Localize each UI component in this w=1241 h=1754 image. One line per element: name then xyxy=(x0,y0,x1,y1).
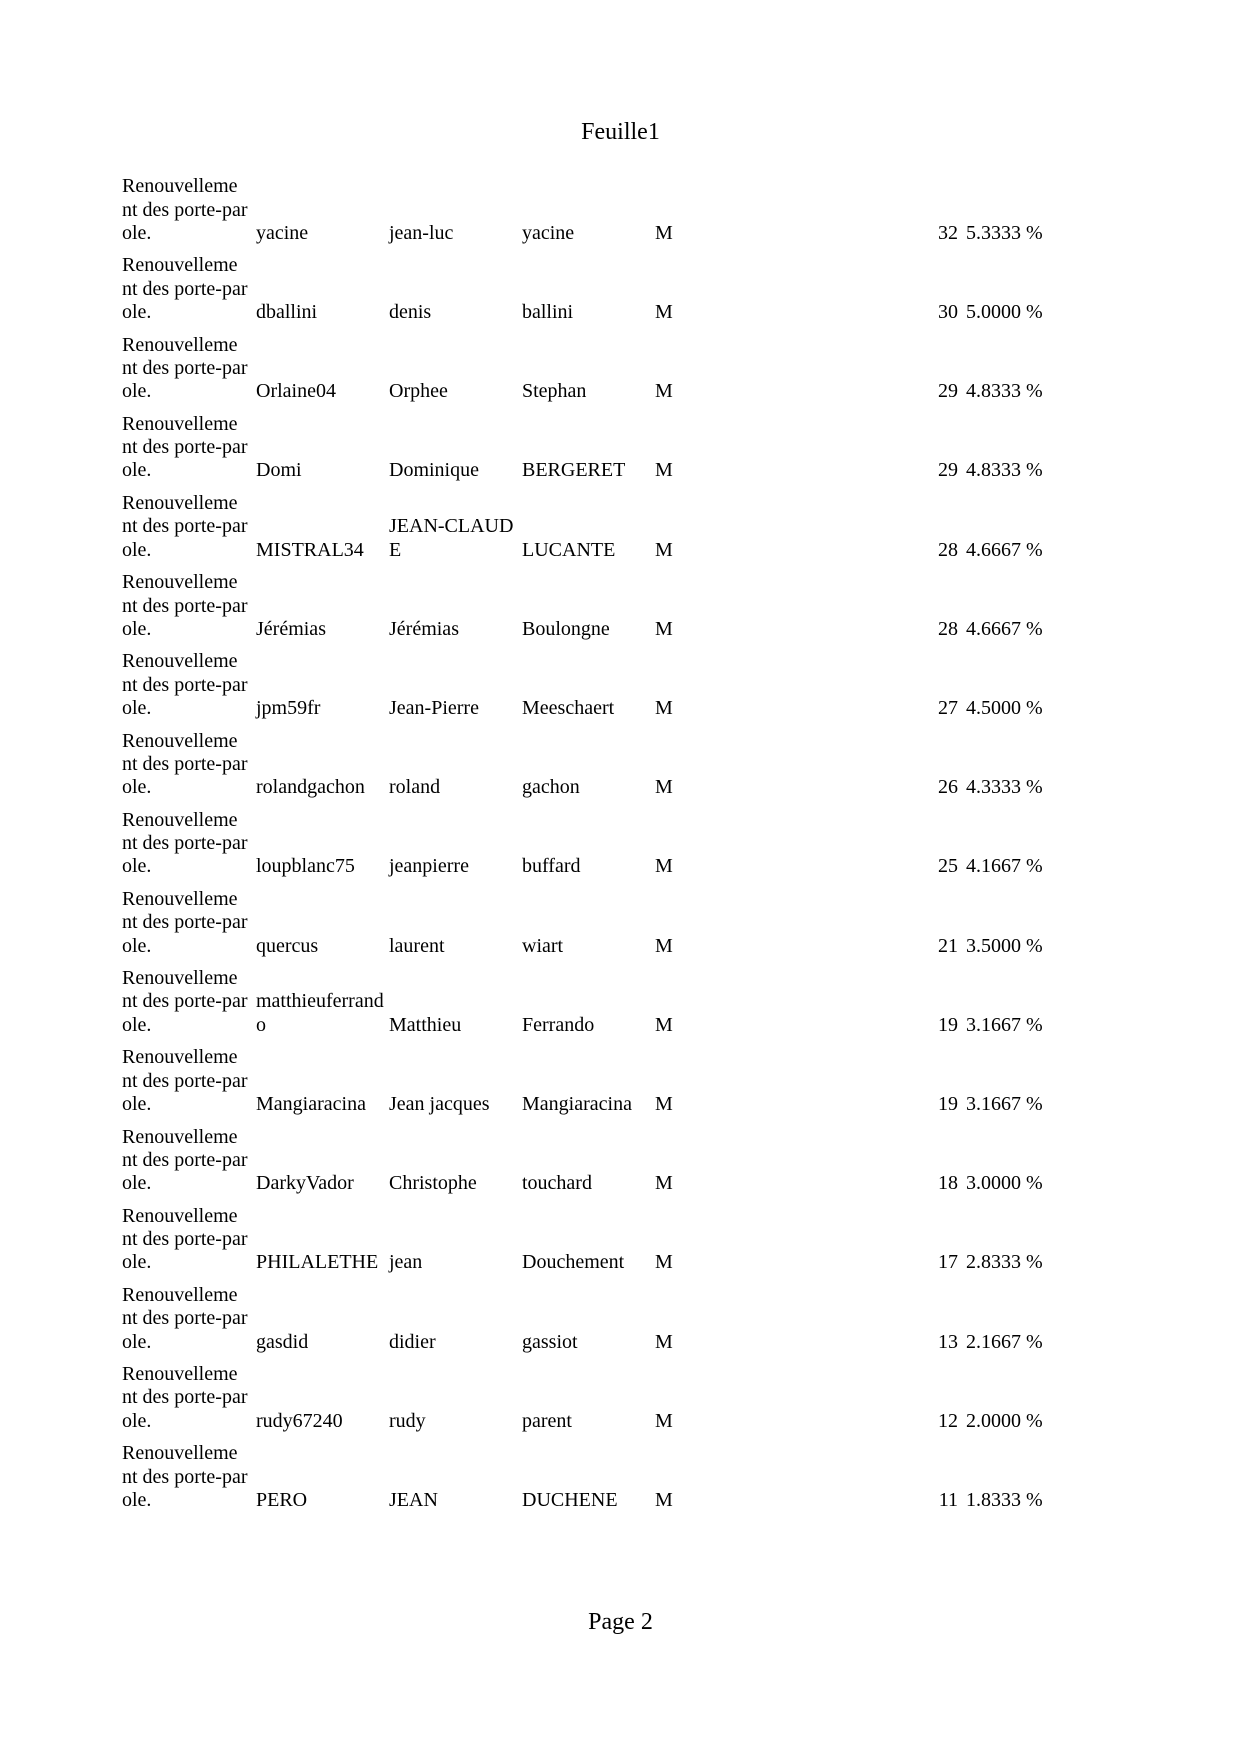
election-cell-text: Renouvelleme nt des porte-parole. xyxy=(122,412,248,482)
percent-cell-text: 4.6667 % xyxy=(966,617,1043,640)
first-name-cell xyxy=(385,720,518,799)
votes-cell xyxy=(918,800,962,879)
first-name-cell xyxy=(385,1037,518,1116)
election-cell xyxy=(118,1037,252,1116)
login-cell-text: quercus xyxy=(256,934,319,957)
votes-cell-text: 12 xyxy=(938,1409,958,1432)
votes-cell xyxy=(918,245,962,324)
percent-cell xyxy=(962,1354,1062,1433)
percent-cell xyxy=(962,879,1062,958)
percent-cell-text: 4.8333 % xyxy=(966,380,1043,403)
login-cell xyxy=(252,958,385,1037)
percent-cell-text: 3.1667 % xyxy=(966,1092,1043,1115)
last-name-cell-text: Mangiaracina xyxy=(522,1092,632,1115)
last-name-cell-text: Meeschaert xyxy=(522,697,615,720)
last-name-cell-text: touchard xyxy=(522,1172,592,1195)
empty-cell xyxy=(784,800,918,879)
last-name-cell-text: Boulongne xyxy=(522,617,610,640)
votes-cell xyxy=(918,1354,962,1433)
votes-cell-text: 25 xyxy=(938,855,958,878)
login-cell-text: Mangiaracina xyxy=(256,1092,366,1115)
table-body xyxy=(118,166,1062,1512)
election-cell xyxy=(118,166,252,245)
votes-cell xyxy=(918,1275,962,1354)
table-row xyxy=(118,1195,1062,1274)
table-row xyxy=(118,720,1062,799)
gender-cell-text: M xyxy=(655,697,673,720)
election-cell xyxy=(118,245,252,324)
percent-cell xyxy=(962,404,1062,483)
gender-cell-text: M xyxy=(655,1488,673,1511)
empty-cell xyxy=(784,483,918,562)
votes-cell-text: 28 xyxy=(938,617,958,640)
election-cell xyxy=(118,324,252,403)
votes-cell-text: 26 xyxy=(938,776,958,799)
percent-cell-text: 3.0000 % xyxy=(966,1172,1043,1195)
votes-cell xyxy=(918,958,962,1037)
login-cell-text: gasdid xyxy=(256,1330,309,1353)
empty-cell xyxy=(784,324,918,403)
gender-cell-text: M xyxy=(655,1092,673,1115)
table-row xyxy=(118,958,1062,1037)
gender-cell-text: M xyxy=(655,221,673,244)
gender-cell xyxy=(651,1275,784,1354)
votes-cell-text: 11 xyxy=(938,1488,958,1511)
last-name-cell-text: yacine xyxy=(522,221,575,244)
last-name-cell-text: DUCHENE xyxy=(522,1488,618,1511)
table-row xyxy=(118,1116,1062,1195)
first-name-cell-text: Jean jacques xyxy=(389,1092,490,1115)
login-cell-text: DarkyVador xyxy=(256,1172,354,1195)
first-name-cell-text: jean-luc xyxy=(389,221,454,244)
login-cell-text: dballini xyxy=(256,301,318,324)
first-name-cell xyxy=(385,245,518,324)
last-name-cell xyxy=(518,245,651,324)
table-row xyxy=(118,562,1062,641)
election-cell-text: Renouvelleme nt des porte-parole. xyxy=(122,1363,248,1432)
votes-cell xyxy=(918,1116,962,1195)
last-name-cell-text: Douchement xyxy=(522,1251,625,1274)
election-cell xyxy=(118,1116,252,1195)
last-name-cell-text: LUCANTE xyxy=(522,538,616,561)
election-cell-text: Renouvelleme nt des porte-parole. xyxy=(122,1125,248,1195)
percent-cell-text: 4.3333 % xyxy=(966,776,1043,799)
table-row xyxy=(118,800,1062,879)
first-name-cell xyxy=(385,483,518,562)
login-cell-text: rudy67240 xyxy=(256,1409,343,1432)
gender-cell xyxy=(651,1433,784,1512)
percent-cell-text: 3.1667 % xyxy=(966,1013,1043,1036)
login-cell-text: Orlaine04 xyxy=(256,380,336,403)
gender-cell-text: M xyxy=(655,1013,673,1036)
table-row xyxy=(118,404,1062,483)
percent-cell-text: 2.1667 % xyxy=(966,1330,1043,1353)
table-row xyxy=(118,324,1062,403)
gender-cell xyxy=(651,1195,784,1274)
gender-cell-text: M xyxy=(655,1251,673,1274)
gender-cell xyxy=(651,720,784,799)
percent-cell-text: 2.0000 % xyxy=(966,1409,1043,1432)
first-name-cell xyxy=(385,1354,518,1433)
first-name-cell xyxy=(385,324,518,403)
last-name-cell xyxy=(518,641,651,720)
votes-cell-text: 17 xyxy=(938,1251,958,1274)
last-name-cell xyxy=(518,1037,651,1116)
table-row xyxy=(118,1275,1062,1354)
first-name-cell-text: Dominique xyxy=(389,459,479,482)
election-cell xyxy=(118,1354,252,1433)
last-name-cell xyxy=(518,1275,651,1354)
election-cell xyxy=(118,562,252,641)
election-cell-text: Renouvelleme nt des porte-parole. xyxy=(122,1046,248,1115)
votes-cell-text: 27 xyxy=(938,697,958,720)
table-row xyxy=(118,245,1062,324)
last-name-cell xyxy=(518,720,651,799)
votes-cell xyxy=(918,562,962,641)
gender-cell-text: M xyxy=(655,1330,673,1353)
percent-cell-text: 5.3333 % xyxy=(966,221,1043,244)
last-name-cell-text: gachon xyxy=(522,776,580,799)
empty-cell xyxy=(784,879,918,958)
election-cell xyxy=(118,1433,252,1512)
gender-cell xyxy=(651,1037,784,1116)
election-cell-text: Renouvelleme nt des porte-parole. xyxy=(122,492,248,561)
election-cell xyxy=(118,483,252,562)
sheet-title: Feuille1 xyxy=(581,119,660,145)
election-cell-text: Renouvelleme nt des porte-parole. xyxy=(122,1442,248,1511)
percent-cell xyxy=(962,720,1062,799)
percent-cell-text: 4.8333 % xyxy=(966,459,1043,482)
gender-cell-text: M xyxy=(655,1409,673,1432)
gender-cell xyxy=(651,166,784,245)
first-name-cell xyxy=(385,1195,518,1274)
login-cell xyxy=(252,879,385,958)
login-cell-text: rolandgachon xyxy=(256,776,365,799)
votes-cell xyxy=(918,324,962,403)
first-name-cell xyxy=(385,404,518,483)
table-row xyxy=(118,1433,1062,1512)
login-cell xyxy=(252,1275,385,1354)
first-name-cell xyxy=(385,1116,518,1195)
percent-cell xyxy=(962,483,1062,562)
first-name-cell-text: Christophe xyxy=(389,1172,477,1195)
percent-cell xyxy=(962,1116,1062,1195)
login-cell xyxy=(252,245,385,324)
votes-cell xyxy=(918,1433,962,1512)
gender-cell-text: M xyxy=(655,380,673,403)
gender-cell xyxy=(651,800,784,879)
empty-cell xyxy=(784,245,918,324)
login-cell-text: Jérémias xyxy=(256,617,326,640)
election-cell-text: Renouvelleme nt des porte-parole. xyxy=(122,254,248,324)
votes-cell-text: 28 xyxy=(938,538,958,561)
votes-cell xyxy=(918,483,962,562)
gender-cell xyxy=(651,641,784,720)
gender-cell-text: M xyxy=(655,776,673,799)
login-cell-text: jpm59fr xyxy=(256,697,321,720)
percent-cell xyxy=(962,641,1062,720)
election-cell xyxy=(118,879,252,958)
last-name-cell xyxy=(518,483,651,562)
empty-cell xyxy=(784,1275,918,1354)
percent-cell xyxy=(962,1275,1062,1354)
votes-cell xyxy=(918,166,962,245)
election-cell-text: Renouvelleme nt des porte-parole. xyxy=(122,175,248,244)
votes-cell-text: 30 xyxy=(938,301,958,324)
gender-cell xyxy=(651,1354,784,1433)
table-row xyxy=(118,483,1062,562)
login-cell xyxy=(252,483,385,562)
percent-cell xyxy=(962,245,1062,324)
last-name-cell-text: parent xyxy=(522,1409,572,1432)
first-name-cell-text: jeanpierre xyxy=(389,855,469,878)
last-name-cell xyxy=(518,404,651,483)
percent-cell xyxy=(962,562,1062,641)
percent-cell xyxy=(962,1433,1062,1512)
last-name-cell xyxy=(518,562,651,641)
empty-cell xyxy=(784,1195,918,1274)
login-cell-text: loupblanc75 xyxy=(256,855,355,878)
first-name-cell-text: Jean-Pierre xyxy=(389,697,479,720)
empty-cell xyxy=(784,562,918,641)
percent-cell-text: 3.5000 % xyxy=(966,934,1043,957)
votes-cell-text: 21 xyxy=(938,934,958,957)
last-name-cell-text: Stephan xyxy=(522,380,587,403)
election-cell-text: Renouvelleme nt des porte-parole. xyxy=(122,887,248,957)
votes-cell xyxy=(918,404,962,483)
empty-cell xyxy=(784,166,918,245)
empty-cell xyxy=(784,720,918,799)
percent-cell xyxy=(962,324,1062,403)
login-cell xyxy=(252,1195,385,1274)
election-cell-text: Renouvelleme nt des porte-parole. xyxy=(122,571,248,640)
votes-cell xyxy=(918,1195,962,1274)
first-name-cell xyxy=(385,641,518,720)
percent-cell xyxy=(962,1195,1062,1274)
table-row xyxy=(118,1354,1062,1433)
gender-cell xyxy=(651,483,784,562)
last-name-cell xyxy=(518,1433,651,1512)
first-name-cell xyxy=(385,562,518,641)
percent-cell-text: 4.6667 % xyxy=(966,538,1043,561)
login-cell-text: Domi xyxy=(256,459,302,482)
login-cell xyxy=(252,324,385,403)
login-cell xyxy=(252,641,385,720)
percent-cell xyxy=(962,1037,1062,1116)
election-cell-text: Renouvelleme nt des porte-parole. xyxy=(122,650,248,720)
last-name-cell xyxy=(518,324,651,403)
first-name-cell xyxy=(385,1433,518,1512)
login-cell xyxy=(252,404,385,483)
votes-cell-text: 19 xyxy=(938,1013,958,1036)
first-name-cell-text: jean xyxy=(389,1251,423,1274)
election-cell-text: Renouvelleme nt des porte-parole. xyxy=(122,333,248,403)
last-name-cell-text: wiart xyxy=(522,934,564,957)
gender-cell-text: M xyxy=(655,538,673,561)
login-cell xyxy=(252,720,385,799)
table-row xyxy=(118,166,1062,245)
table-row xyxy=(118,1037,1062,1116)
gender-cell xyxy=(651,245,784,324)
percent-cell-text: 4.5000 % xyxy=(966,697,1043,720)
first-name-cell xyxy=(385,166,518,245)
election-cell xyxy=(118,800,252,879)
gender-cell-text: M xyxy=(655,855,673,878)
gender-cell xyxy=(651,1116,784,1195)
gender-cell xyxy=(651,879,784,958)
election-cell xyxy=(118,1275,252,1354)
empty-cell xyxy=(784,1037,918,1116)
login-cell-text: PHILALETHE xyxy=(256,1251,379,1274)
table-row xyxy=(118,641,1062,720)
last-name-cell-text: Ferrando xyxy=(522,1013,595,1036)
empty-cell xyxy=(784,641,918,720)
gender-cell-text: M xyxy=(655,617,673,640)
gender-cell-text: M xyxy=(655,934,673,957)
login-cell xyxy=(252,800,385,879)
empty-cell xyxy=(784,1354,918,1433)
first-name-cell xyxy=(385,1275,518,1354)
login-cell xyxy=(252,562,385,641)
results-table xyxy=(118,166,1062,1512)
gender-cell-text: M xyxy=(655,459,673,482)
login-cell xyxy=(252,1037,385,1116)
last-name-cell xyxy=(518,1116,651,1195)
empty-cell xyxy=(784,404,918,483)
votes-cell xyxy=(918,720,962,799)
empty-cell xyxy=(784,958,918,1037)
percent-cell-text: 1.8333 % xyxy=(966,1488,1043,1511)
gender-cell xyxy=(651,324,784,403)
first-name-cell-text: JEAN-CLAUDE xyxy=(389,515,514,561)
last-name-cell xyxy=(518,1195,651,1274)
first-name-cell-text: Jérémias xyxy=(389,617,459,640)
votes-cell-text: 29 xyxy=(938,459,958,482)
election-cell xyxy=(118,404,252,483)
election-cell-text: Renouvelleme nt des porte-parole. xyxy=(122,808,248,878)
first-name-cell-text: JEAN xyxy=(389,1488,438,1511)
first-name-cell-text: denis xyxy=(389,301,432,324)
empty-cell xyxy=(784,1116,918,1195)
votes-cell-text: 32 xyxy=(938,221,958,244)
login-cell-text: yacine xyxy=(256,221,309,244)
gender-cell xyxy=(651,958,784,1037)
election-cell xyxy=(118,1195,252,1274)
percent-cell-text: 4.1667 % xyxy=(966,855,1043,878)
last-name-cell xyxy=(518,166,651,245)
percent-cell xyxy=(962,166,1062,245)
gender-cell-text: M xyxy=(655,301,673,324)
first-name-cell xyxy=(385,879,518,958)
login-cell xyxy=(252,1116,385,1195)
page-number: Page 2 xyxy=(588,1609,653,1635)
election-cell xyxy=(118,720,252,799)
last-name-cell-text: buffard xyxy=(522,855,581,878)
election-cell-text: Renouvelleme nt des porte-parole. xyxy=(122,1283,248,1353)
login-cell xyxy=(252,1354,385,1433)
election-cell xyxy=(118,641,252,720)
gender-cell xyxy=(651,562,784,641)
last-name-cell-text: gassiot xyxy=(522,1330,578,1353)
last-name-cell-text: ballini xyxy=(522,301,574,324)
first-name-cell-text: Orphee xyxy=(389,380,448,403)
election-cell-text: Renouvelleme nt des porte-parole. xyxy=(122,967,248,1036)
empty-cell xyxy=(784,1433,918,1512)
first-name-cell xyxy=(385,800,518,879)
percent-cell-text: 2.8333 % xyxy=(966,1251,1043,1274)
first-name-cell-text: Matthieu xyxy=(389,1013,462,1036)
votes-cell-text: 13 xyxy=(938,1330,958,1353)
percent-cell xyxy=(962,958,1062,1037)
login-cell-text: MISTRAL34 xyxy=(256,538,364,561)
last-name-cell xyxy=(518,958,651,1037)
last-name-cell xyxy=(518,1354,651,1433)
votes-cell xyxy=(918,641,962,720)
first-name-cell xyxy=(385,958,518,1037)
first-name-cell-text: laurent xyxy=(389,934,445,957)
votes-cell-text: 19 xyxy=(938,1092,958,1115)
election-cell-text: Renouvelleme nt des porte-parole. xyxy=(122,729,248,799)
first-name-cell-text: rudy xyxy=(389,1409,426,1432)
login-cell-text: matthieuferrando xyxy=(256,990,384,1036)
votes-cell-text: 29 xyxy=(938,380,958,403)
first-name-cell-text: roland xyxy=(389,776,441,799)
first-name-cell-text: didier xyxy=(389,1330,436,1353)
login-cell xyxy=(252,166,385,245)
last-name-cell xyxy=(518,800,651,879)
votes-cell-text: 18 xyxy=(938,1172,958,1195)
login-cell xyxy=(252,1433,385,1512)
election-cell xyxy=(118,958,252,1037)
table-row xyxy=(118,879,1062,958)
votes-cell xyxy=(918,1037,962,1116)
gender-cell-text: M xyxy=(655,1172,673,1195)
votes-cell xyxy=(918,879,962,958)
last-name-cell-text: BERGERET xyxy=(522,459,626,482)
percent-cell-text: 5.0000 % xyxy=(966,301,1043,324)
election-cell-text: Renouvelleme nt des porte-parole. xyxy=(122,1204,248,1274)
gender-cell xyxy=(651,404,784,483)
percent-cell xyxy=(962,800,1062,879)
last-name-cell xyxy=(518,879,651,958)
login-cell-text: PERO xyxy=(256,1488,308,1511)
